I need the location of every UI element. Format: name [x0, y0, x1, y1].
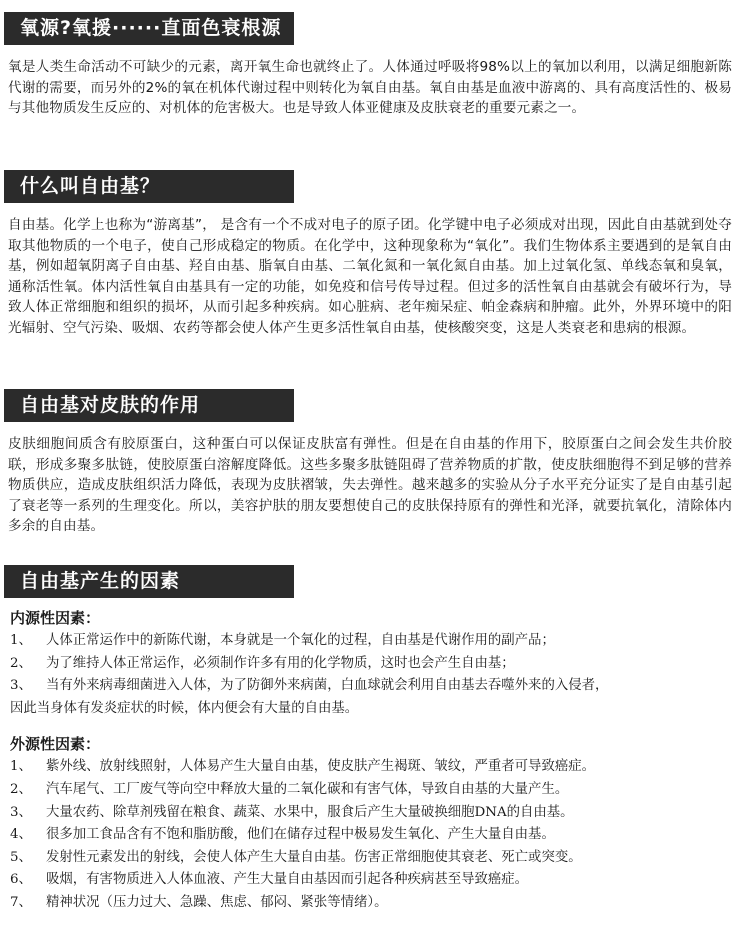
list-item	[10, 802, 730, 825]
item-text: 紫外线、放射线照射，人体易产生大量自由基，使皮肤产生褐斑、皱纹，严重者可导致癌症。	[46, 759, 596, 775]
section-title: 什么叫自由基？	[4, 170, 294, 203]
internal-factors-heading: 内源性因素：	[10, 609, 101, 627]
list-item	[10, 756, 730, 779]
section-oxygen-source	[0, 12, 740, 119]
item-number: 5、	[10, 849, 32, 865]
item-number: 2、	[10, 781, 32, 797]
list-item	[10, 824, 730, 847]
item-text: 发射性元素发出的射线，会使人体产生大量自由基。伤害正常细胞使其衰老、死亡或突变。	[46, 849, 582, 865]
section-title: 自由基产生的因素	[4, 565, 294, 598]
list-item	[10, 779, 730, 802]
list-item	[10, 892, 730, 915]
item-number: 6、	[10, 872, 32, 888]
item-text: 当有外来病毒细菌进入人体，为了防御外来病菌，白血球就会利用自由基去吞噬外来的入侵者，	[46, 678, 609, 694]
item-number: 3、	[10, 804, 32, 820]
item-text: 汽车尾气、工厂废气等向空中释放大量的二氧化碳和有害气体，导致自由基的大量产生。	[46, 781, 569, 797]
list-item	[10, 869, 730, 892]
item-text: 吸烟，有害物质进入人体血液、产生大量自由基因而引起各种疾病甚至导致癌症。	[46, 872, 529, 888]
item-text: 人体正常运作中的新陈代谢，本身就是一个氧化的过程，自由基是代谢作用的副产品；	[46, 633, 555, 648]
item-text: 精神状况（压力过大、急躁、焦虑、郁闷、紧张等情绪）。	[46, 894, 388, 910]
item-number: 4、	[10, 827, 32, 843]
section-paragraph: 皮肤细胞间质含有胶原蛋白，这种蛋白可以保证皮肤富有弹性。但是在自由基的作用下，胶原蛋白之间会发生共价胶联，形成多聚多肽链，使胶原蛋白溶解度降低。这些多聚多肽链阻碍了营养物质的扩散，使皮肤细胞得不到足够的营养物质供应，造成皮肤组织活力降低，表现为皮肤褶皱，失去弹性。越来越多的实验从分子水平充分证实了是自由基引起了衰老等一系列的生理变化。所以，美容护肤的朋友要想使自己的皮肤保持原有的弹性和光泽，就要抗氧化，清除体内多余的自由基。	[8, 436, 732, 534]
item-number: 2、	[10, 655, 32, 671]
item-text: 为了维持人体正常运作，必须制作许多有用的化学物质，这时也会产生自由基；	[46, 655, 515, 671]
section-title: 自由基对皮肤的作用	[4, 389, 294, 422]
section-paragraph: 自由基。化学上也称为“游离基”， 是含有一个不成对电子的原子团。化学键中电子必须成对出现，因此自由基就到处夺取其他物质的一个电子，使自己形成稳定的物质。在化学中，这种现象称为“氧化”。我们生物体系主要遇到的是氧自由基，例如超氧阴离子自由基、羟自由基、脂氧自由基、二氧化氮和一氧化氮自由基。加上过氧化氢、单线态氧和臭氧，通称活性氧。体内活性氧自由基具有一定的功能，如免疫和信号传导过程。但过多的活性氧自由基就会有破坏行为，导致人体正常细胞和组织的损坏，从而引起多种疾病。如心脏病、老年痴呆症、帕金森病和肿瘤。此外，外界环境中的阳光辐射、空气污染、吸烟、农药等都会使人体产生更多活性氧自由基，使核酸突变，这是人类衰老和患病的根源。	[8, 217, 732, 336]
list-item	[10, 847, 730, 870]
item-number: 1、	[10, 759, 32, 775]
list-item	[10, 630, 730, 653]
item-text: 大量农药、除草剂残留在粮食、蔬菜、水果中，服食后产生大量破换细胞DNA的自由基。	[46, 804, 574, 820]
item-continuation: 因此当身体有发炎症状的时候，体内便会有大量的自由基。	[10, 700, 359, 716]
internal-factors-list	[0, 630, 740, 720]
list-item	[10, 653, 730, 676]
external-factors-list	[0, 756, 740, 914]
external-factors-heading: 外源性因素：	[10, 735, 101, 754]
item-number: 7、	[10, 894, 32, 910]
item-text: 很多加工食品含有不饱和脂肪酸，他们在储存过程中极易发生氧化、产生大量自由基。	[46, 827, 555, 843]
item-number: 3、	[10, 678, 32, 694]
section-title: 氧源?氧援······直面色衰根源	[4, 12, 294, 45]
item-number: 1、	[10, 633, 32, 648]
section-effect-on-skin	[0, 389, 740, 537]
section-paragraph: 氧是人类生命活动不可缺少的元素，离开氧生命也就终止了。人体通过呼吸将98%以上的氧加以利用，以满足细胞新陈代谢的需要，而另外的2%的氧在机体代谢过程中则转化为氧自由基。氧自由基是血液中游离的、具有高度活性的、极易与其他物质发生反应的、对机体的危害极大。也是导致人体亚健康及皮肤衰老的重要元素之一。	[8, 59, 732, 116]
section-what-is-free-radical	[0, 170, 740, 338]
list-item	[10, 675, 730, 698]
section-causes	[0, 565, 740, 915]
